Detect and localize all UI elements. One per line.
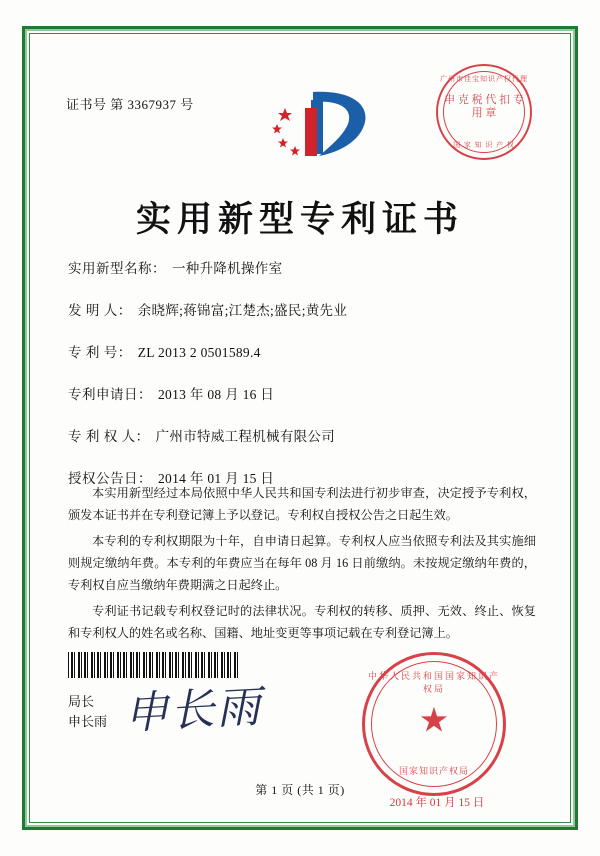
field-row <box>68 257 542 277</box>
field-value: 2013 年 08 月 16 日 <box>158 387 275 402</box>
official-seal <box>362 652 506 796</box>
seal-date: 2014 年 01 月 15 日 <box>389 797 485 809</box>
field-value: 一种升降机操作室 <box>172 261 283 276</box>
official-seal-bottom-text: 国家知识产权局 <box>398 766 469 776</box>
signature-title-label: 局长 <box>68 694 95 709</box>
field-row <box>68 299 542 319</box>
field-label: 专 利 权 人： <box>68 429 150 444</box>
tax-stamp-arc-bottom: 国 家 知 识 产 权 <box>453 141 515 149</box>
field-label: 实用新型名称： <box>68 261 166 276</box>
tax-stamp <box>436 64 532 160</box>
field-label: 专利申请日： <box>68 387 152 402</box>
star-icon: ★ <box>418 702 450 740</box>
field-row <box>68 341 542 361</box>
body-paragraph: 本专利的专利权期限为十年，自申请日起算。专利权人应当依照专利法及其实施细则规定缴纳年费。本专利的年费应当在每年 08 月 16 日前缴纳。未按规定缴纳年费的，专利权自应当缴纳年费期满之日起终止。 <box>68 534 536 592</box>
page-footer: 第 1 页 (共 1 页) <box>255 783 345 797</box>
field-value: ZL 2013 2 0501589.4 <box>137 345 261 360</box>
certificate-number: 证书号 第 3367937 号 <box>66 97 194 112</box>
certificate-body <box>68 482 536 648</box>
handwritten-signature: 申长雨 <box>123 682 264 739</box>
field-label: 授权公告日： <box>68 471 152 486</box>
field-value: 余晓辉;蒋锦富;江楚杰;盛民;黄先业 <box>137 303 348 318</box>
signature-name-label: 申长雨 <box>68 714 108 729</box>
signature-block <box>68 692 107 732</box>
official-seal-top-text: 中华人民共和国国家知识产权局 <box>367 671 500 694</box>
body-paragraph: 专利证书记载专利权登记时的法律状况。专利权的转移、质押、无效、终止、恢复和专利权人的姓名或名称、国籍、地址变更等事项记载在专利登记簿上。 <box>68 604 536 640</box>
field-value: 2014 年 01 月 15 日 <box>158 471 275 486</box>
field-row <box>68 383 542 403</box>
tax-stamp-center-text: 申 克 税 代 扣 专 用 章 <box>444 94 524 119</box>
tax-stamp-arc-top: 广州市佳宝知识产权代理 <box>440 75 528 83</box>
body-paragraph: 本实用新型经过本局依照中华人民共和国专利法进行初步审查，决定授予专利权，颁发本证书并在专利登记簿上予以登记。专利权自授权公告之日起生效。 <box>68 486 536 522</box>
field-label: 发 明 人： <box>68 303 132 318</box>
document-title: 实用新型专利证书 <box>135 200 464 239</box>
patent-office-logo-icon <box>261 82 381 172</box>
certificate-content <box>46 52 554 809</box>
field-row <box>68 425 542 445</box>
certificate-fields <box>68 257 542 509</box>
field-value: 广州市特威工程机械有限公司 <box>155 429 336 444</box>
field-label: 专 利 号： <box>68 345 132 360</box>
